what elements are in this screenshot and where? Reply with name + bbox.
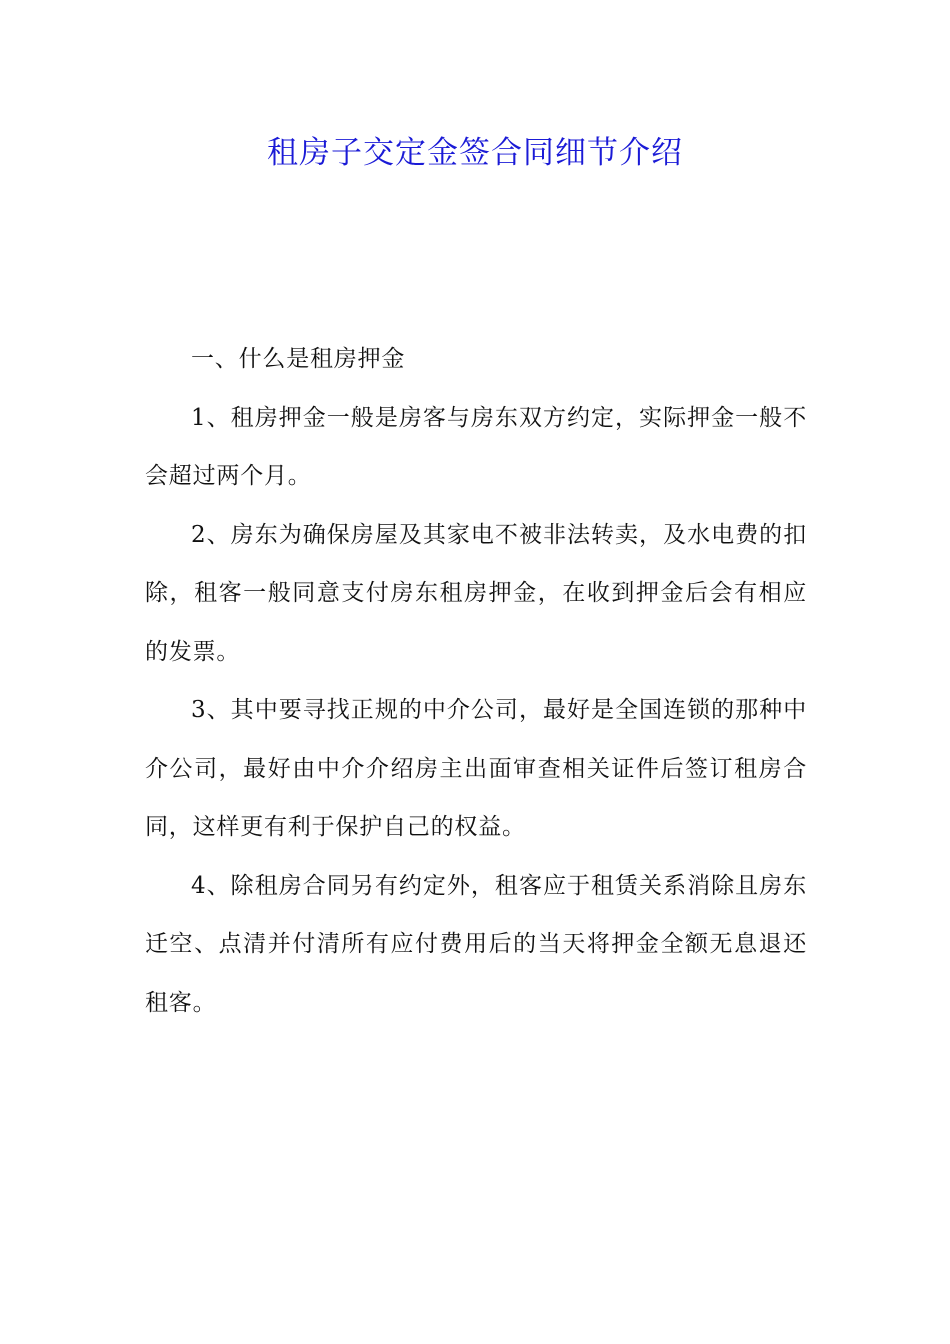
section-heading: 一、什么是租房押金 [191,346,406,372]
document-title: 租房子交定金签合同细节介绍 [267,135,683,171]
paragraph-2: 2、房东为确保房屋及其家电不被非法转卖，及水电费的扣除，租客一般同意支付房东租房押金，在收到押金后会有相应的发票。 [145,521,807,665]
paragraph-1: 1、租房押金一般是房客与房东双方约定，实际押金一般不会超过两个月。 [145,404,807,489]
document-body [145,330,807,1032]
paragraph-3: 3、其中要寻找正规的中介公司，最好是全国连锁的那种中介公司，最好由中介介绍房主出面审查相关证件后签订租房合同，这样更有利于保护自己的权益。 [145,697,807,840]
paragraph-4: 4、除租房合同另有约定外，租客应于租赁关系消除且房东迁空、点清并付清所有应付费用后的当天将押金全额无息退还租客。 [145,872,807,1016]
